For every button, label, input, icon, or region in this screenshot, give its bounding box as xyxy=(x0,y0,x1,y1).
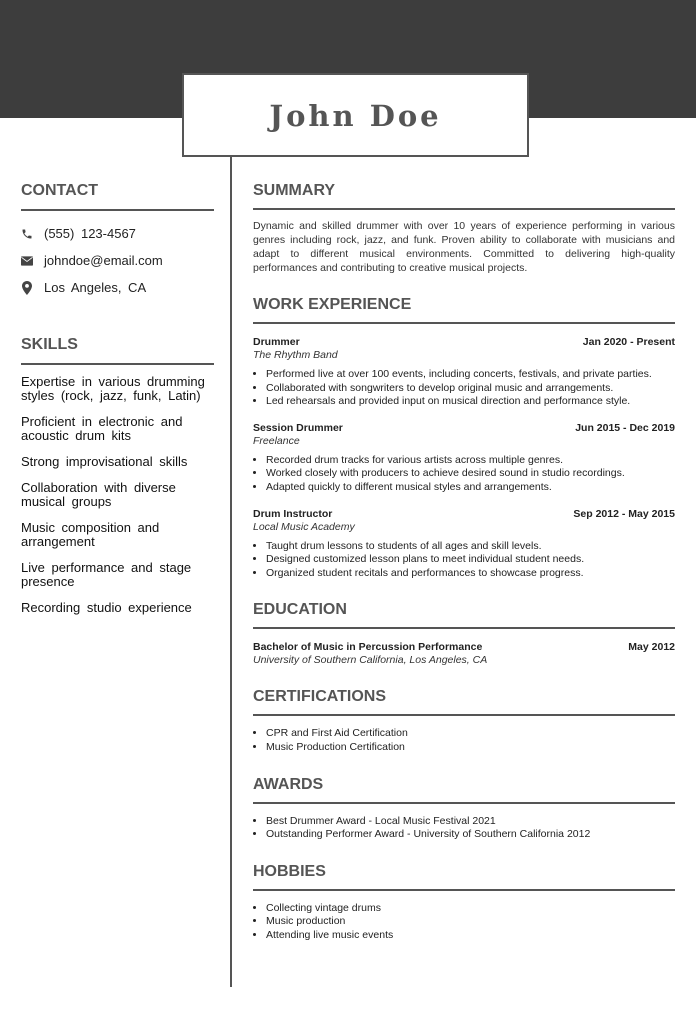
award-item: • Best Drummer Award - Local Music Festival 2021 xyxy=(266,815,675,829)
contact-title: CONTACT xyxy=(21,182,99,199)
skill-item: Recording studio experience xyxy=(21,600,192,615)
bullet-item: • Taught drum lessons to students of all ages and skill levels. xyxy=(266,540,675,554)
contact-email xyxy=(21,247,214,274)
bullet-item: • Worked closely with producers to achieve desired sound in studio recordings. xyxy=(266,467,675,481)
job-dates: Jan 2020 - Present xyxy=(582,336,675,348)
work-title: WORK EXPERIENCE xyxy=(253,296,412,313)
contact-rule xyxy=(21,209,214,211)
bullet-item: • Adapted quickly to different musical styles and arrangements. xyxy=(266,481,675,495)
certification-item: • CPR and First Aid Certification xyxy=(266,727,675,741)
skills-list xyxy=(21,375,214,615)
job-role: Session Drummer xyxy=(253,421,343,434)
skill-item: Expertise in various drumming styles (rock, jazz, funk, Latin) xyxy=(21,374,205,403)
column-divider xyxy=(230,157,232,987)
certifications-section xyxy=(253,688,675,754)
location-text: Los Angeles, CA xyxy=(44,280,147,295)
map-pin-icon xyxy=(21,281,33,295)
skill-item: Proficient in electronic and acoustic drum kits xyxy=(21,414,183,443)
job-bullets xyxy=(253,368,675,409)
award-item: • Outstanding Performer Award - University of Southern California 2012 xyxy=(266,828,675,842)
bullet-item: • Led rehearsals and provided input on musical direction and performance style. xyxy=(266,395,675,409)
job-dates: Sep 2012 - May 2015 xyxy=(573,507,675,520)
certifications-rule xyxy=(253,714,675,716)
job-org: Local Music Academy xyxy=(253,520,355,533)
skill-item: Collaboration with diverse musical groups xyxy=(21,480,176,509)
awards-title: AWARDS xyxy=(253,775,324,793)
phone-text: (555) 123-4567 xyxy=(44,226,136,241)
education-rule xyxy=(253,627,675,629)
skills-title: SKILLS xyxy=(21,336,78,353)
skill-item: Live performance and stage presence xyxy=(21,560,192,589)
skill-item: Music composition and arrangement xyxy=(21,520,160,549)
bullet-item: • Recorded drum tracks for various artists across multiple genres. xyxy=(266,454,675,468)
summary-title: SUMMARY xyxy=(253,182,336,199)
job-entry xyxy=(253,421,675,495)
contact-list xyxy=(21,220,214,301)
degree: Bachelor of Music in Percussion Performance xyxy=(253,641,483,654)
resume-name: John Doe xyxy=(269,99,442,133)
job-role: Drum Instructor xyxy=(253,507,333,520)
education-section xyxy=(253,601,675,667)
bullet-item: • Performed live at over 100 events, including concerts, festivals, and private parties. xyxy=(266,368,675,382)
education-date: May 2012 xyxy=(628,641,675,654)
hobbies-title: HOBBIES xyxy=(253,862,326,880)
summary-text: Dynamic and skilled drummer with over 10 years of experience performing in various genres including rock, jazz, and funk. Proven ability to collaborate with musicians and adapt to different musical environments. Committed to delivering high-quality performances and contributing to creative musical projects. xyxy=(253,220,675,274)
hobbies-rule xyxy=(253,889,675,891)
skills-rule xyxy=(21,363,214,365)
job-entry xyxy=(253,335,675,409)
job-org: The Rhythm Band xyxy=(253,349,338,361)
awards-section xyxy=(253,776,675,842)
awards-list xyxy=(253,815,675,842)
envelope-icon xyxy=(21,254,33,268)
job-org: Freelance xyxy=(253,434,300,447)
certification-item: • Music Production Certification xyxy=(266,741,675,755)
job-role: Drummer xyxy=(253,336,300,348)
job-bullets xyxy=(253,540,675,581)
contact-location xyxy=(21,274,214,301)
skill-item: Strong improvisational skills xyxy=(21,454,188,469)
school: University of Southern California, Los Angeles, CA xyxy=(253,654,488,667)
phone-icon xyxy=(21,227,33,241)
hobby-item: • Music production xyxy=(266,915,675,929)
hobby-item: • Attending live music events xyxy=(266,929,675,943)
hobby-item: • Collecting vintage drums xyxy=(266,902,675,916)
name-box xyxy=(182,73,529,157)
right-column xyxy=(253,182,675,943)
certifications-list xyxy=(253,727,675,754)
left-column xyxy=(21,182,214,627)
hobbies-list xyxy=(253,902,675,943)
summary-rule xyxy=(253,208,675,210)
job-entry xyxy=(253,507,675,581)
email-text: johndoe@email.com xyxy=(44,253,163,268)
certifications-title: CERTIFICATIONS xyxy=(253,688,387,706)
bullet-item: • Collaborated with songwriters to develop original music and arrangements. xyxy=(266,382,675,396)
job-dates: Jun 2015 - Dec 2019 xyxy=(575,421,675,434)
bullet-item: • Organized student recitals and performances to showcase progress. xyxy=(266,567,675,581)
awards-rule xyxy=(253,802,675,804)
education-title: EDUCATION xyxy=(253,601,347,619)
contact-phone xyxy=(21,220,214,247)
hobbies-section xyxy=(253,863,675,943)
job-bullets xyxy=(253,454,675,495)
work-section xyxy=(253,296,675,580)
bullet-item: • Designed customized lesson plans to meet individual student needs. xyxy=(266,553,675,567)
work-rule xyxy=(253,322,675,324)
